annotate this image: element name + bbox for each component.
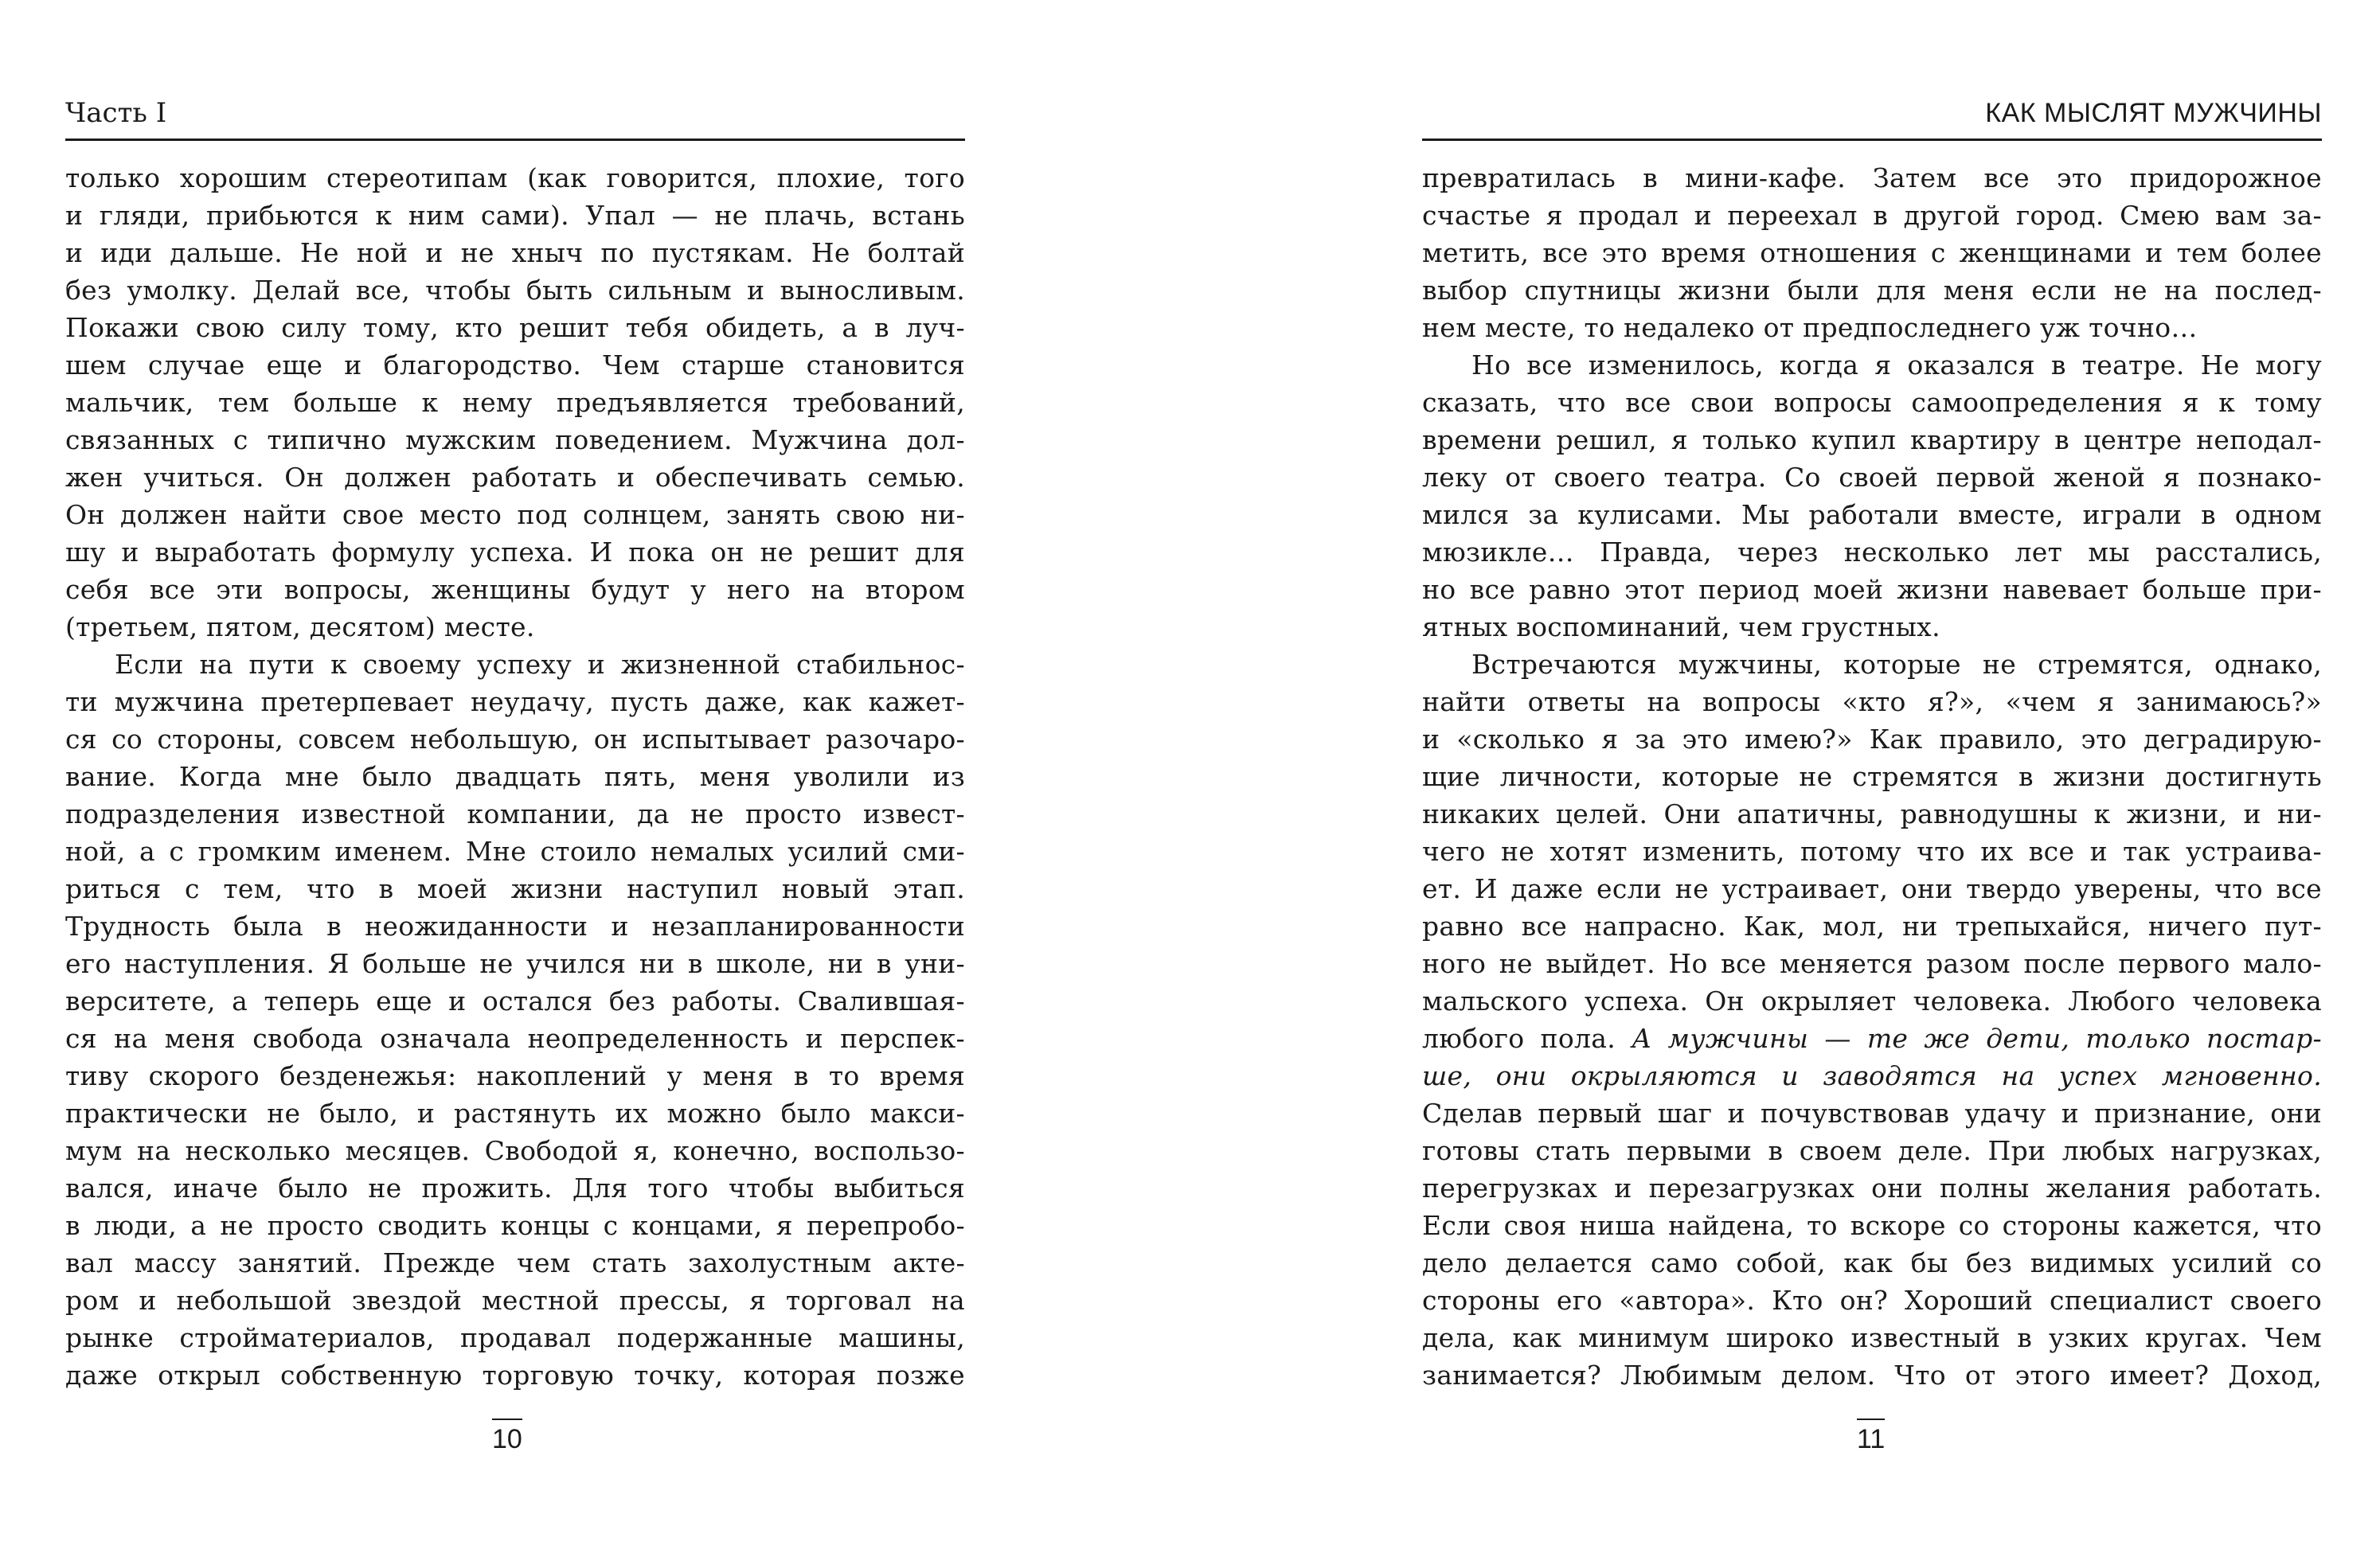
part-title: Часть I [65, 97, 167, 129]
text-line: никаких целей. Они апатичны, равнодушны к жизни, и ни- [1422, 798, 2322, 829]
text-line: мюзикле… Правда, через несколько лет мы расстались, [1422, 537, 2322, 568]
text-line: Встречаются мужчины, которые не стремятся, однако, [1471, 649, 2322, 680]
text-line: счастье я продал и переехал в другой город. Смею вам за- [1422, 200, 2322, 231]
text-line: ного не выйдет. Но все меняется разом после первого мало- [1422, 948, 2322, 979]
text-line: риться с тем, что в моей жизни наступил новый этап. [65, 873, 965, 904]
text-line: и иди дальше. Не ной и не хныч по пустякам. Не болтай [65, 237, 965, 268]
text-line: вался, иначе было не прожить. Для того чтобы выбиться [65, 1173, 965, 1204]
page-number-left [492, 1423, 522, 1455]
left-page-text [65, 159, 965, 1394]
italic-text-segment: А мужчины — те же дети, только постар- [1632, 1023, 2322, 1054]
text-line: занимается? Любимым делом. Что от этого имеет? Доход, [1422, 1360, 2322, 1391]
text-line: Он должен найти свое место под солнцем, занять свою ни- [65, 499, 965, 530]
text-line: Если на пути к своему успеху и жизненной стабильнос- [115, 649, 965, 680]
italic-text-line: ше, они окрыляются и заводятся на успех мгновенно. [1422, 1060, 2322, 1091]
text-line: готовы стать первыми в своем деле. При любых нагрузках, [1422, 1135, 2322, 1166]
text-line-mixed [1422, 1020, 2322, 1057]
text-line: найти ответы на вопросы «кто я?», «чем я занимаюсь?» [1422, 686, 2322, 717]
text-line: ся на меня свобода означала неопределенность и перспек- [65, 1023, 965, 1054]
book-title: КАК МЫСЛЯТ МУЖЧИНЫ [1985, 98, 2322, 128]
text-line: мился за кулисами. Мы работали вместе, играли в одном [1422, 499, 2322, 530]
right-page [1422, 0, 2322, 1561]
text-line: но все равно этот период моей жизни навевает больше при- [1422, 574, 2322, 605]
text-line: ти мужчина претерпевает неудачу, пусть даже, как кажет- [65, 686, 965, 717]
text-line: его наступления. Я больше не учился ни в школе, ни в уни- [65, 948, 965, 979]
text-line: ной, а с громким именем. Мне стоило немалых усилий сми- [65, 836, 965, 867]
running-head-left [65, 96, 965, 141]
text-line: ятных воспоминаний, чем грустных. [1422, 611, 1940, 642]
text-line: только хорошим стереотипам (как говорится, плохие, того [65, 162, 965, 193]
page-number: 11 [1857, 1424, 1886, 1454]
text-line: даже открыл собственную торговую точку, которая позже [65, 1360, 965, 1391]
text-line: времени решил, я только купил квартиру в центре неподал- [1422, 424, 2322, 455]
page-number: 10 [492, 1424, 522, 1454]
text-line: превратилась в мини-кафе. Затем все это придорожное [1422, 162, 2322, 193]
running-head-right [1422, 96, 2322, 141]
text-line: леку от своего театра. Со своей первой женой я познако- [1422, 462, 2322, 493]
text-line: Если своя ниша найдена, то вскоре со стороны кажется, что [1422, 1210, 2322, 1241]
text-line: чего не хотят изменить, потому что их все и так устраива- [1422, 836, 2322, 867]
text-line: метить, все это время отношения с женщинами и тем более [1422, 237, 2322, 268]
text-line: и гляди, прибьются к ним сами). Упал — не плачь, встань [65, 200, 965, 231]
text-line: без умолку. Делай все, чтобы быть сильным и выносливым. [65, 275, 965, 306]
text-line: щие личности, которые не стремятся в жизни достигнуть [1422, 761, 2322, 792]
right-page-text [1422, 159, 2322, 1394]
left-page [65, 0, 965, 1561]
text-line: стороны его «автора». Кто он? Хороший специалист своего [1422, 1285, 2322, 1316]
text-line: дела, как минимум широко известный в узких кругах. Чем [1422, 1322, 2322, 1353]
text-line: (третьем, пятом, десятом) месте. [65, 611, 535, 642]
page-number-rule [492, 1419, 522, 1420]
text-line: шу и выработать формулу успеха. И пока он не решит для [65, 537, 965, 568]
text-line: мальского успеха. Он окрыляет человека. Любого человека [1422, 985, 2322, 1017]
text-line: в люди, а не просто сводить концы с концами, я перепробо- [65, 1210, 965, 1241]
text-line: ся со стороны, совсем небольшую, он испытывает разочаро- [65, 724, 965, 755]
text-line: Трудность была в неожиданности и незапланированности [65, 911, 965, 942]
text-line: подразделения известной компании, да не просто извест- [65, 798, 965, 829]
page-number-rule [1857, 1419, 1885, 1420]
text-line: рынке стройматериалов, продавал подержанные машины, [65, 1322, 965, 1353]
text-line: Но все изменилось, когда я оказался в театре. Не могу [1471, 349, 2322, 380]
text-line: нем месте, то недалеко от предпоследнего уж точно… [1422, 312, 2198, 343]
text-line: себя все эти вопросы, женщины будут у него на втором [65, 574, 965, 605]
text-line: шем случае еще и благородство. Чем старше становится [65, 349, 965, 380]
text-line: вание. Когда мне было двадцать пять, меня уволили из [65, 761, 965, 792]
text-line: практически не было, и растянуть их можно было макси- [65, 1098, 965, 1129]
text-line: равно все напрасно. Как, мол, ни трепыхайся, ничего пут- [1422, 911, 2322, 942]
text-line: ет. И даже если не устраивает, они твердо уверены, что все [1422, 873, 2322, 904]
text-line: и «сколько я за это имею?» Как правило, это деградирую- [1422, 724, 2322, 755]
text-line: тиву скорого безденежья: накоплений у меня в то время [65, 1060, 965, 1091]
text-line: выбор спутницы жизни были для меня если не на послед- [1422, 275, 2322, 306]
text-line: Покажи свою силу тому, кто решит тебя обидеть, а в луч- [65, 312, 965, 343]
text-line: Сделав первый шаг и почувствовав удачу и признание, они [1422, 1098, 2322, 1129]
text-line: ром и небольшой звездой местной прессы, я торговал на [65, 1285, 965, 1316]
text-line: сказать, что все свои вопросы самоопределения я к тому [1422, 387, 2322, 418]
text-line: перегрузках и перезагрузках они полны желания работать. [1422, 1173, 2322, 1204]
text-line: мальчик, тем больше к нему предъявляется требований, [65, 387, 965, 418]
text-segment: любого пола. [1422, 1023, 1632, 1054]
text-line: связанных с типично мужским поведением. Мужчина дол- [65, 424, 965, 455]
text-line: мум на несколько месяцев. Свободой я, конечно, воспользо- [65, 1135, 965, 1166]
text-line: верситете, а теперь еще и остался без работы. Свалившая- [65, 985, 965, 1017]
text-line: дело делается само собой, как бы без видимых усилий со [1422, 1247, 2322, 1278]
text-line: жен учиться. Он должен работать и обеспечивать семью. [65, 462, 965, 493]
text-line: вал массу занятий. Прежде чем стать захолустным акте- [65, 1247, 965, 1278]
page-number-right [1857, 1423, 1885, 1455]
